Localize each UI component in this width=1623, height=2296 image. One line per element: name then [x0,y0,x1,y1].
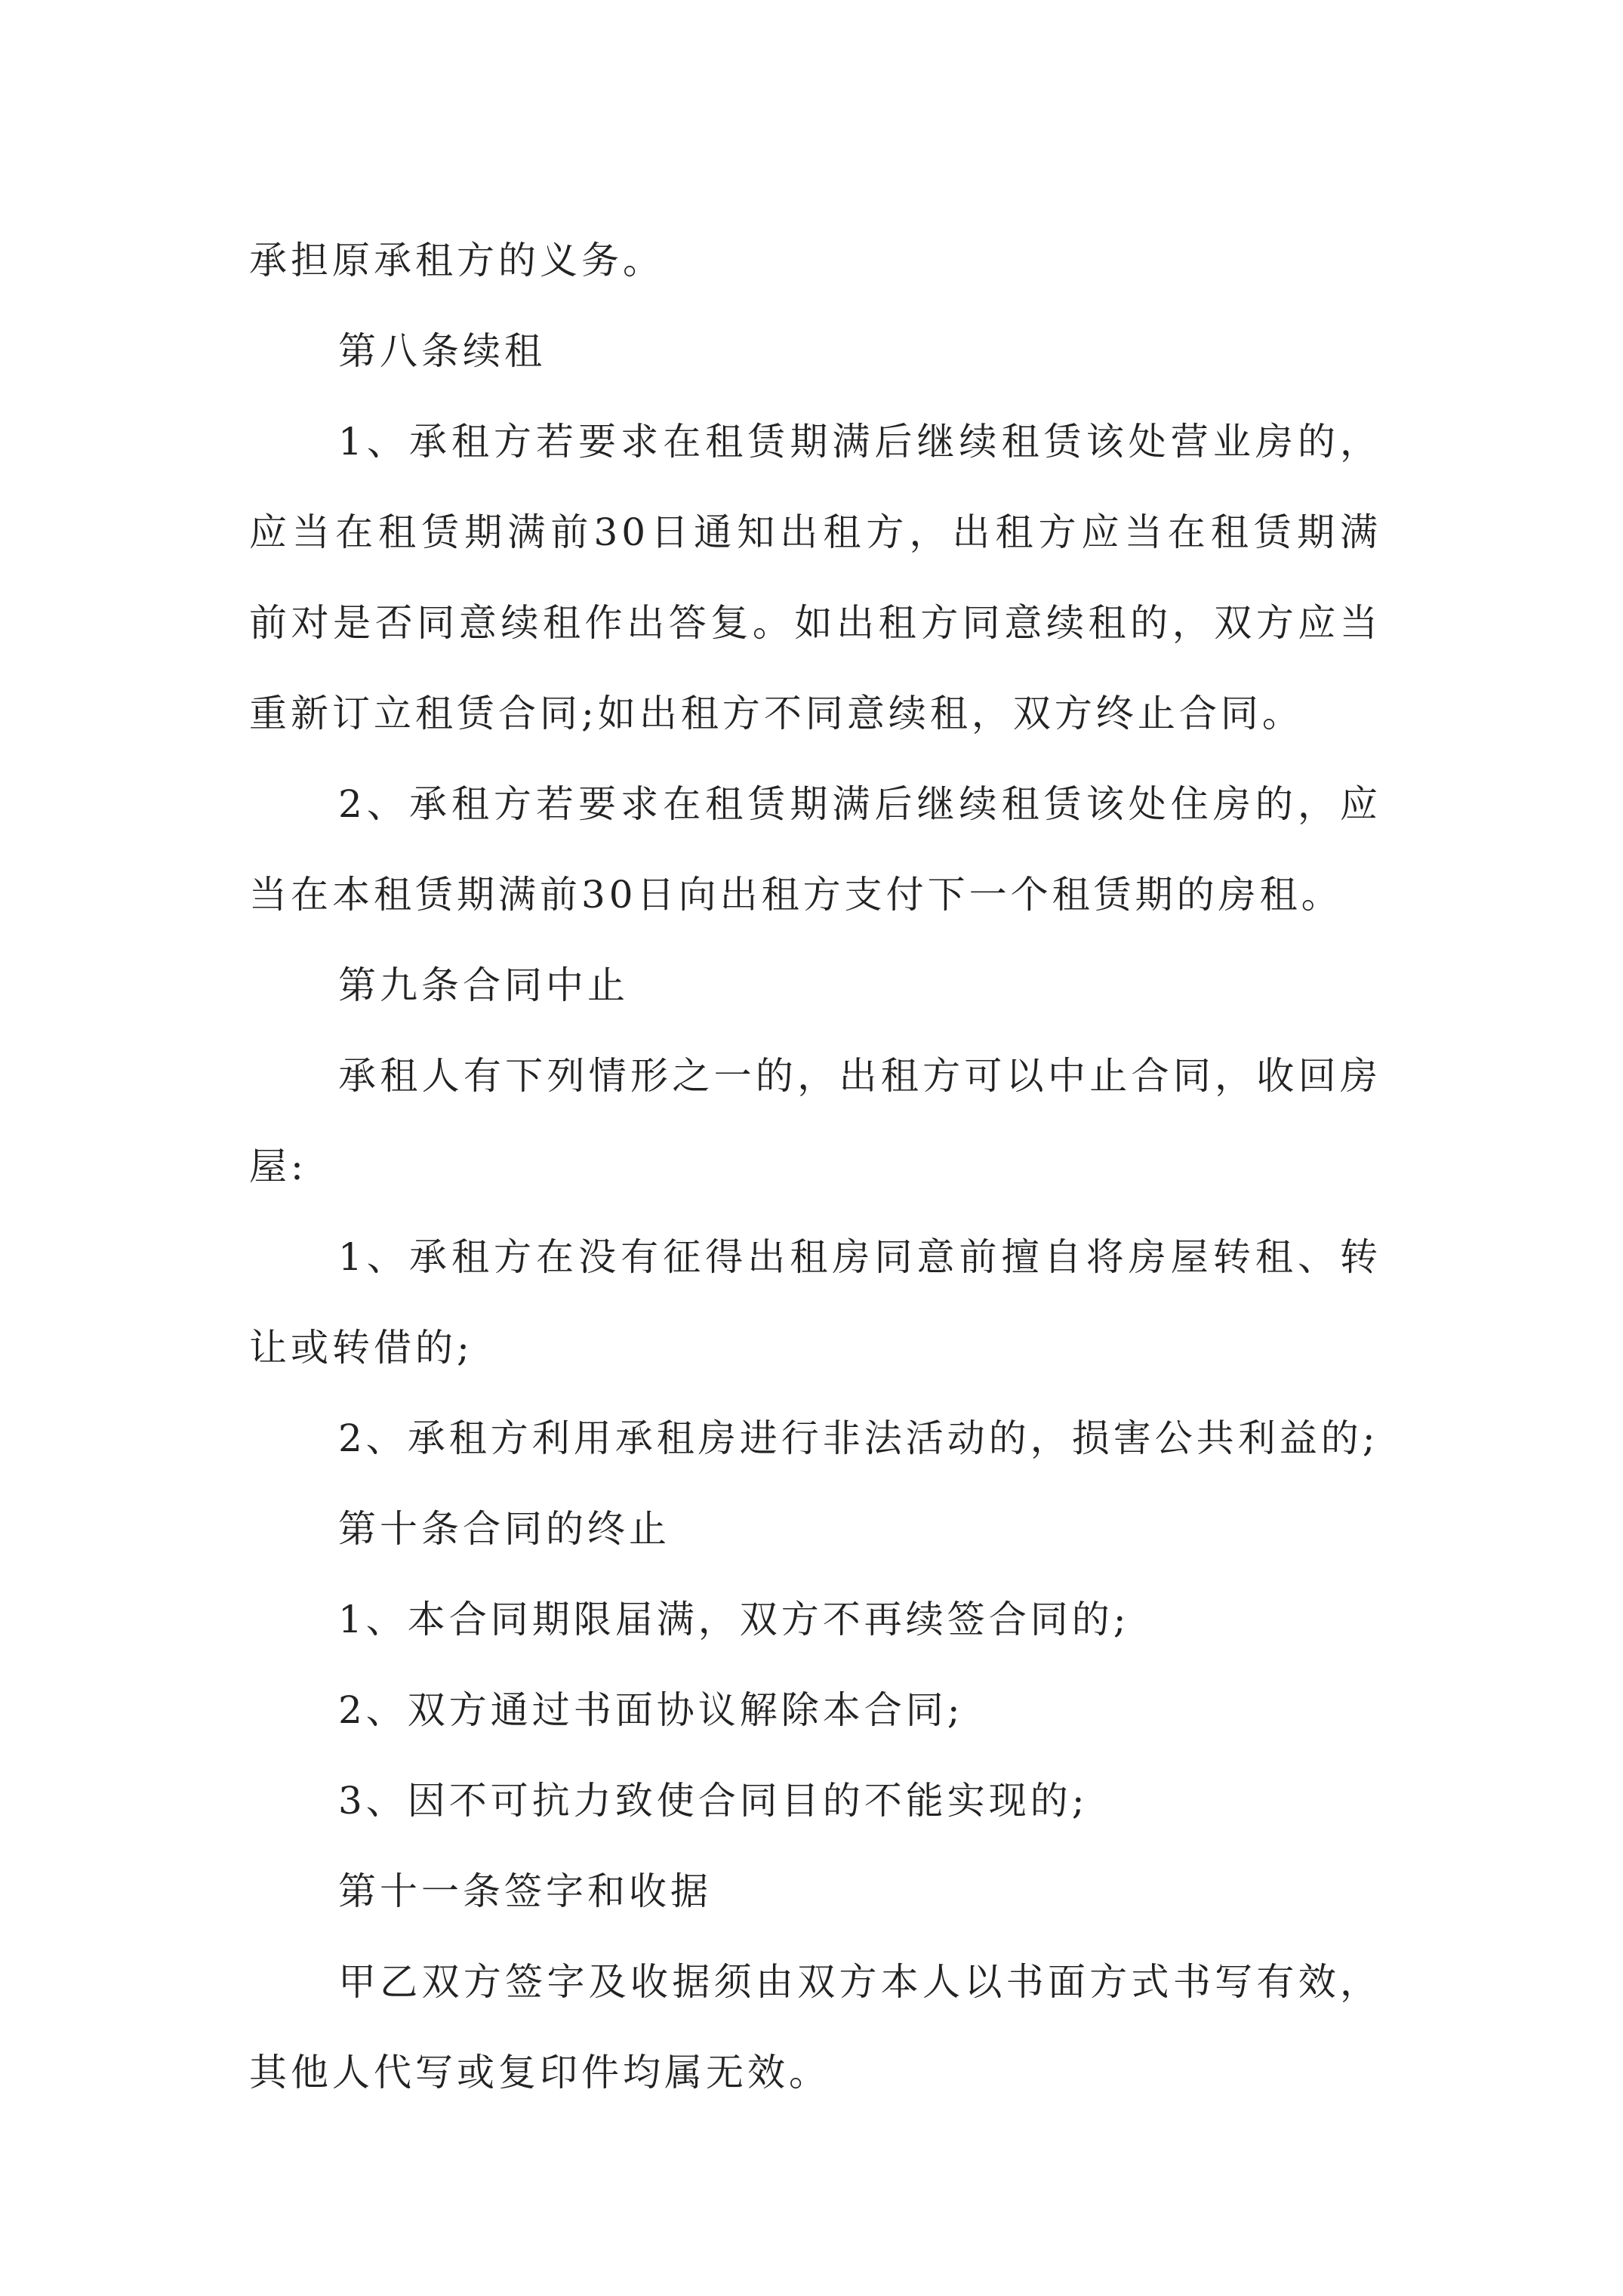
section-heading-article-8: 第八条续租 [338,329,546,373]
paragraph-signature-receipt: 甲乙双方签字及收据须由双方本人以书面方式书写有效，其他人代写或复印件均属无效。 [249,1960,1381,2094]
section-heading-article-9: 第九条合同中止 [338,963,629,1007]
paragraph-termination-item-3: 3、因不可抗力致使合同目的不能实现的; [338,1779,1089,1823]
paragraph-suspension-intro: 承租人有下列情形之一的，出租方可以中止合同，收回房屋: [249,1054,1381,1188]
paragraph-renewal-residence: 2、承租方若要求在租赁期满后继续租赁该处住房的，应当在本租赁期满前30日向出租方支付下一个租赁期的房租。 [249,782,1381,917]
section-heading-article-10: 第十条合同的终止 [338,1507,670,1551]
paragraph-suspension-item-2: 2、承租方利用承租房进行非法活动的，损害公共利益的; [338,1416,1379,1460]
paragraph-renewal-business: 1、承租方若要求在租赁期满后继续租赁该处营业房的，应当在租赁期满前30日通知出租方，出租方应当在租赁期满前对是否同意续租作出答复。如出租方同意续租的，双方应当重新订立租赁合同;如出租方不同意续租，双方终止合同。 [249,420,1381,735]
paragraph-suspension-item-1: 1、承租方在没有征得出租房同意前擅自将房屋转租、转让或转借的; [249,1235,1381,1370]
document-body [249,215,1381,2118]
section-heading-article-11: 第十一条签字和收据 [338,1869,712,1913]
paragraph-termination-item-2: 2、双方通过书面协议解除本合同; [338,1688,964,1732]
paragraph-termination-item-1: 1、本合同期限届满，双方不再续签合同的; [338,1598,1130,1641]
paragraph-continuation: 承担原承租方的义务。 [249,239,664,282]
